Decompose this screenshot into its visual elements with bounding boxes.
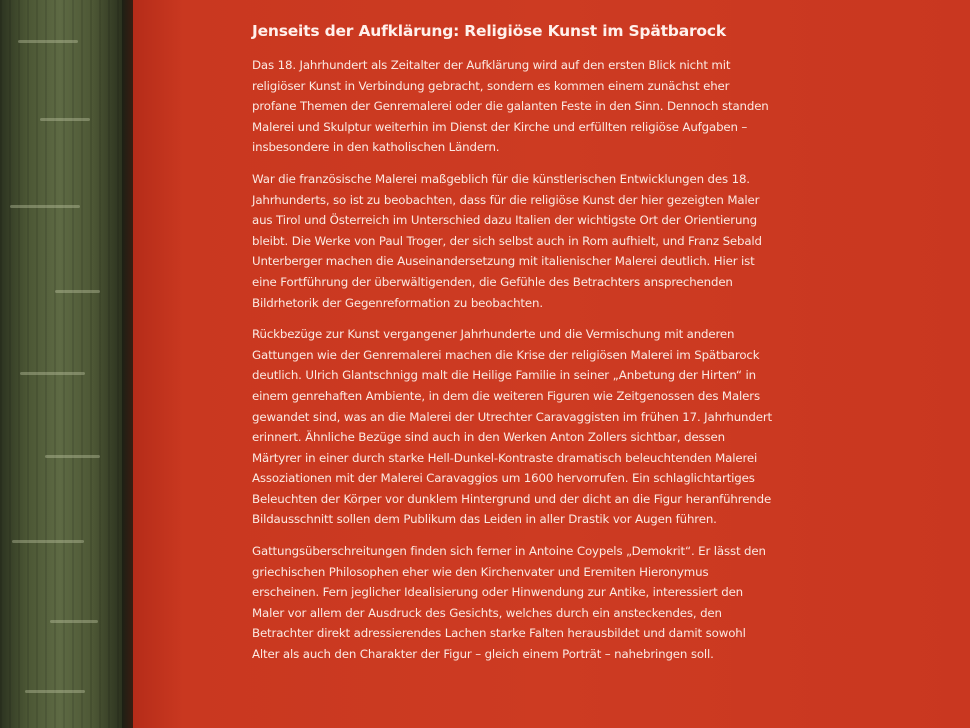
paragraph-3: Rückbezüge zur Kunst vergangener Jahrhunderte und die Vermischung mit anderen Gattungen wie der Genremalerei machen die Krise der religiösen Malerei im Spätbarock deutlich. Ulrich Glantschnigg malt die Heilige Familie in seiner „Anbetung der Hirten“ in einem genrehaften Ambiente, in dem die weiteren Figuren wie Zeitgenossen des Malers gewandet sind, was an die Malerei der Utrechter Caravaggisten im frühen 17. Jahrhundert erinnert. Ähnliche Bezüge sind auch in den Werken Anton Zollers sichtbar, dessen Märtyrer in einer durch starke Hell-Dunkel-Kontraste dramatisch beleuchtenden Malerei Assoziationen mit der Malerei Caravaggios um 1600 hervorrufen. Ein schlaglichtartiges Beleuchten der Körper vor dunklem Hintergrund und der dicht an die Figur heranführende Bildausschnitt sollen dem Publikum das Leiden in aller Drastik vor Augen führen. — [252, 327, 772, 527]
wooden-frame-post — [0, 0, 133, 728]
paragraph-4: Gattungsüberschreitungen finden sich ferner in Antoine Coypels „Demokrit“. Er lässt den griechischen Philosophen eher wie den Kirchenvater und Eremiten Hieronymus erscheinen. Fern jeglicher Idealisierung oder Hinwendung zur Antike, interessiert den Maler vor allem der Ausdruck des Gesichts, welches durch ein ansteckendes, den Betrachter direkt adressierendes Lachen starke Falten herausbildet und damit sowohl Alter als auch den Charakter der Figur – gleich einem Porträt – nahebringen soll. — [252, 544, 766, 662]
wall-text — [252, 20, 772, 676]
frame-shadow-edge — [122, 0, 133, 728]
paragraph-1: Das 18. Jahrhundert als Zeitalter der Aufklärung wird auf den ersten Blick nicht mit religiöser Kunst in Verbindung gebracht, sondern es kommen einem zunächst eher profane Themen der Genremalerei oder die galanten Feste in den Sinn. Dennoch standen Malerei und Skulptur weiterhin im Dienst der Kirche und erfüllten religiöse Aufgaben – insbesondere in den katholischen Ländern. — [252, 58, 769, 155]
panel-heading: Jenseits der Aufklärung: Religiöse Kunst im Spätbarock — [252, 22, 726, 40]
paragraph-2: War die französische Malerei maßgeblich für die künstlerischen Entwicklungen des 18. Jahrhunderts, so ist zu beobachten, dass für die religiöse Kunst der hier gezeigten Maler aus Tirol und Österreich im Unterschied dazu Italien der wichtigste Ort der Orientierung bleibt. Die Werke von Paul Troger, der sich selbst auch in Rom aufhielt, und Franz Sebald Unterberger machen die Auseinandersetzung mit italienischer Malerei deutlich. Hier ist eine Fortführung der überwältigenden, die Gefühle des Betrachters ansprechenden Bildrhetorik der Gegenreformation zu beobachten. — [252, 171, 762, 310]
